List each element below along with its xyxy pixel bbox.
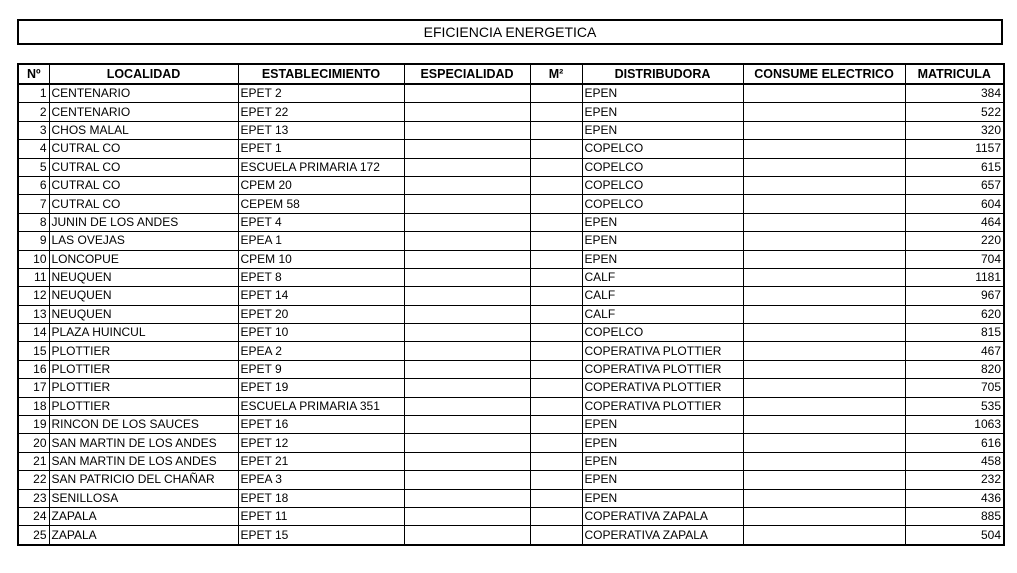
cell-n: 17 xyxy=(18,379,49,397)
cell-consume xyxy=(743,176,905,194)
table-row xyxy=(18,232,1004,250)
cell-especialidad xyxy=(404,140,530,158)
cell-n: 9 xyxy=(18,232,49,250)
cell-m2 xyxy=(530,140,582,158)
cell-especialidad xyxy=(404,195,530,213)
cell-establecimiento: EPET 18 xyxy=(238,489,404,507)
cell-establecimiento: EPET 22 xyxy=(238,103,404,121)
cell-especialidad xyxy=(404,471,530,489)
col-header-distribuidora: DISTRIBUDORA xyxy=(582,64,743,84)
cell-especialidad xyxy=(404,158,530,176)
cell-establecimiento: ESCUELA PRIMARIA 172 xyxy=(238,158,404,176)
cell-consume xyxy=(743,507,905,525)
cell-localidad: PLAZA HUINCUL xyxy=(49,324,238,342)
cell-n: 24 xyxy=(18,507,49,525)
cell-establecimiento: EPET 13 xyxy=(238,121,404,139)
table-row xyxy=(18,489,1004,507)
cell-distribuidora: CALF xyxy=(582,287,743,305)
cell-localidad: PLOTTIER xyxy=(49,342,238,360)
cell-especialidad xyxy=(404,121,530,139)
cell-consume xyxy=(743,471,905,489)
cell-distribuidora: EPEN xyxy=(582,121,743,139)
cell-distribuidora: COPELCO xyxy=(582,195,743,213)
cell-localidad: ZAPALA xyxy=(49,526,238,545)
cell-establecimiento: EPET 14 xyxy=(238,287,404,305)
data-table xyxy=(17,63,1005,546)
cell-n: 14 xyxy=(18,324,49,342)
cell-matricula: 967 xyxy=(905,287,1004,305)
cell-matricula: 522 xyxy=(905,103,1004,121)
cell-m2 xyxy=(530,360,582,378)
cell-especialidad xyxy=(404,324,530,342)
cell-matricula: 458 xyxy=(905,452,1004,470)
cell-matricula: 815 xyxy=(905,324,1004,342)
col-header-especialidad: ESPECIALIDAD xyxy=(404,64,530,84)
cell-especialidad xyxy=(404,176,530,194)
table-row xyxy=(18,213,1004,231)
cell-m2 xyxy=(530,250,582,268)
cell-especialidad xyxy=(404,213,530,231)
cell-distribuidora: EPEN xyxy=(582,489,743,507)
cell-establecimiento: CEPEM 58 xyxy=(238,195,404,213)
cell-distribuidora: EPEN xyxy=(582,250,743,268)
cell-consume xyxy=(743,305,905,323)
cell-localidad: JUNIN DE LOS ANDES xyxy=(49,213,238,231)
cell-m2 xyxy=(530,121,582,139)
cell-distribuidora: COPELCO xyxy=(582,140,743,158)
table-row xyxy=(18,452,1004,470)
cell-distribuidora: COPERATIVA PLOTTIER xyxy=(582,360,743,378)
cell-consume xyxy=(743,324,905,342)
table-row xyxy=(18,84,1004,103)
cell-distribuidora: CALF xyxy=(582,268,743,286)
cell-distribuidora: EPEN xyxy=(582,416,743,434)
col-header-localidad: LOCALIDAD xyxy=(49,64,238,84)
cell-localidad: NEUQUEN xyxy=(49,305,238,323)
cell-consume xyxy=(743,489,905,507)
cell-distribuidora: COPERATIVA ZAPALA xyxy=(582,526,743,545)
table-row xyxy=(18,121,1004,139)
cell-establecimiento: CPEM 10 xyxy=(238,250,404,268)
cell-establecimiento: EPEA 1 xyxy=(238,232,404,250)
cell-distribuidora: CALF xyxy=(582,305,743,323)
cell-n: 7 xyxy=(18,195,49,213)
cell-establecimiento: EPET 19 xyxy=(238,379,404,397)
cell-distribuidora: COPELCO xyxy=(582,176,743,194)
cell-m2 xyxy=(530,489,582,507)
cell-especialidad xyxy=(404,103,530,121)
cell-localidad: CENTENARIO xyxy=(49,84,238,103)
cell-localidad: RINCON DE LOS SAUCES xyxy=(49,416,238,434)
cell-localidad: SAN MARTIN DE LOS ANDES xyxy=(49,452,238,470)
cell-matricula: 620 xyxy=(905,305,1004,323)
col-header-consume: CONSUME ELECTRICO xyxy=(743,64,905,84)
cell-especialidad xyxy=(404,489,530,507)
cell-especialidad xyxy=(404,526,530,545)
cell-m2 xyxy=(530,507,582,525)
cell-matricula: 320 xyxy=(905,121,1004,139)
cell-especialidad xyxy=(404,305,530,323)
cell-consume xyxy=(743,195,905,213)
cell-m2 xyxy=(530,526,582,545)
cell-localidad: LAS OVEJAS xyxy=(49,232,238,250)
cell-localidad: PLOTTIER xyxy=(49,360,238,378)
cell-distribuidora: EPEN xyxy=(582,471,743,489)
cell-localidad: ZAPALA xyxy=(49,507,238,525)
cell-distribuidora: EPEN xyxy=(582,213,743,231)
cell-n: 3 xyxy=(18,121,49,139)
cell-consume xyxy=(743,434,905,452)
cell-n: 22 xyxy=(18,471,49,489)
cell-distribuidora: COPERATIVA PLOTTIER xyxy=(582,397,743,415)
cell-n: 20 xyxy=(18,434,49,452)
header-row xyxy=(18,64,1004,84)
table-row xyxy=(18,416,1004,434)
cell-localidad: LONCOPUE xyxy=(49,250,238,268)
cell-matricula: 220 xyxy=(905,232,1004,250)
cell-especialidad xyxy=(404,84,530,103)
cell-m2 xyxy=(530,158,582,176)
cell-especialidad xyxy=(404,379,530,397)
cell-especialidad xyxy=(404,452,530,470)
cell-matricula: 615 xyxy=(905,158,1004,176)
cell-consume xyxy=(743,103,905,121)
cell-establecimiento: EPET 2 xyxy=(238,84,404,103)
cell-distribuidora: COPERATIVA PLOTTIER xyxy=(582,379,743,397)
cell-n: 10 xyxy=(18,250,49,268)
cell-distribuidora: COPELCO xyxy=(582,324,743,342)
cell-especialidad xyxy=(404,342,530,360)
cell-m2 xyxy=(530,379,582,397)
cell-consume xyxy=(743,360,905,378)
cell-establecimiento: EPET 4 xyxy=(238,213,404,231)
cell-m2 xyxy=(530,305,582,323)
cell-localidad: CENTENARIO xyxy=(49,103,238,121)
cell-m2 xyxy=(530,195,582,213)
cell-distribuidora: COPELCO xyxy=(582,158,743,176)
cell-n: 1 xyxy=(18,84,49,103)
cell-distribuidora: EPEN xyxy=(582,84,743,103)
cell-m2 xyxy=(530,176,582,194)
cell-localidad: CHOS MALAL xyxy=(49,121,238,139)
cell-localidad: SAN MARTIN DE LOS ANDES xyxy=(49,434,238,452)
cell-n: 6 xyxy=(18,176,49,194)
cell-establecimiento: EPET 1 xyxy=(238,140,404,158)
cell-n: 16 xyxy=(18,360,49,378)
col-header-m2: M² xyxy=(530,64,582,84)
cell-n: 8 xyxy=(18,213,49,231)
cell-especialidad xyxy=(404,232,530,250)
table-row xyxy=(18,434,1004,452)
cell-especialidad xyxy=(404,397,530,415)
cell-n: 2 xyxy=(18,103,49,121)
cell-n: 19 xyxy=(18,416,49,434)
cell-n: 23 xyxy=(18,489,49,507)
cell-localidad: PLOTTIER xyxy=(49,379,238,397)
table-row xyxy=(18,268,1004,286)
cell-establecimiento: CPEM 20 xyxy=(238,176,404,194)
cell-especialidad xyxy=(404,416,530,434)
col-header-n: Nº xyxy=(18,64,49,84)
table-body xyxy=(18,84,1004,545)
cell-matricula: 436 xyxy=(905,489,1004,507)
cell-m2 xyxy=(530,232,582,250)
cell-n: 15 xyxy=(18,342,49,360)
cell-consume xyxy=(743,121,905,139)
cell-matricula: 657 xyxy=(905,176,1004,194)
table-row xyxy=(18,140,1004,158)
cell-establecimiento: EPET 9 xyxy=(238,360,404,378)
cell-localidad: SENILLOSA xyxy=(49,489,238,507)
cell-matricula: 704 xyxy=(905,250,1004,268)
cell-consume xyxy=(743,268,905,286)
cell-establecimiento: EPET 10 xyxy=(238,324,404,342)
cell-matricula: 705 xyxy=(905,379,1004,397)
cell-consume xyxy=(743,452,905,470)
cell-localidad: NEUQUEN xyxy=(49,268,238,286)
cell-matricula: 820 xyxy=(905,360,1004,378)
cell-especialidad xyxy=(404,360,530,378)
table-row xyxy=(18,287,1004,305)
cell-distribuidora: COPERATIVA PLOTTIER xyxy=(582,342,743,360)
table-row xyxy=(18,250,1004,268)
cell-matricula: 384 xyxy=(905,84,1004,103)
cell-matricula: 464 xyxy=(905,213,1004,231)
cell-establecimiento: EPEA 3 xyxy=(238,471,404,489)
table-row xyxy=(18,360,1004,378)
cell-consume xyxy=(743,526,905,545)
cell-n: 4 xyxy=(18,140,49,158)
cell-consume xyxy=(743,397,905,415)
cell-matricula: 885 xyxy=(905,507,1004,525)
col-header-establecimiento: ESTABLECIMIENTO xyxy=(238,64,404,84)
cell-distribuidora: EPEN xyxy=(582,434,743,452)
cell-establecimiento: EPEA 2 xyxy=(238,342,404,360)
cell-m2 xyxy=(530,471,582,489)
cell-m2 xyxy=(530,416,582,434)
cell-establecimiento: EPET 20 xyxy=(238,305,404,323)
col-header-matricula: MATRICULA xyxy=(905,64,1004,84)
table-row xyxy=(18,103,1004,121)
table-row xyxy=(18,471,1004,489)
cell-m2 xyxy=(530,342,582,360)
cell-m2 xyxy=(530,287,582,305)
cell-consume xyxy=(743,379,905,397)
cell-n: 11 xyxy=(18,268,49,286)
cell-establecimiento: EPET 16 xyxy=(238,416,404,434)
cell-n: 12 xyxy=(18,287,49,305)
cell-m2 xyxy=(530,103,582,121)
cell-consume xyxy=(743,213,905,231)
cell-consume xyxy=(743,250,905,268)
cell-m2 xyxy=(530,84,582,103)
cell-m2 xyxy=(530,397,582,415)
cell-consume xyxy=(743,140,905,158)
cell-m2 xyxy=(530,268,582,286)
cell-consume xyxy=(743,287,905,305)
cell-distribuidora: EPEN xyxy=(582,232,743,250)
cell-distribuidora: EPEN xyxy=(582,452,743,470)
cell-m2 xyxy=(530,213,582,231)
table-row xyxy=(18,342,1004,360)
cell-consume xyxy=(743,84,905,103)
cell-distribuidora: COPERATIVA ZAPALA xyxy=(582,507,743,525)
cell-matricula: 1157 xyxy=(905,140,1004,158)
cell-matricula: 535 xyxy=(905,397,1004,415)
cell-establecimiento: EPET 8 xyxy=(238,268,404,286)
cell-consume xyxy=(743,342,905,360)
cell-establecimiento: EPET 21 xyxy=(238,452,404,470)
cell-localidad: NEUQUEN xyxy=(49,287,238,305)
table-row xyxy=(18,507,1004,525)
cell-especialidad xyxy=(404,268,530,286)
cell-establecimiento: EPET 12 xyxy=(238,434,404,452)
cell-matricula: 504 xyxy=(905,526,1004,545)
cell-m2 xyxy=(530,434,582,452)
cell-localidad: CUTRAL CO xyxy=(49,176,238,194)
cell-establecimiento: ESCUELA PRIMARIA 351 xyxy=(238,397,404,415)
cell-localidad: CUTRAL CO xyxy=(49,195,238,213)
cell-matricula: 1063 xyxy=(905,416,1004,434)
cell-establecimiento: EPET 11 xyxy=(238,507,404,525)
cell-consume xyxy=(743,416,905,434)
cell-especialidad xyxy=(404,434,530,452)
table-row xyxy=(18,195,1004,213)
table-row xyxy=(18,324,1004,342)
cell-matricula: 1181 xyxy=(905,268,1004,286)
cell-distribuidora: EPEN xyxy=(582,103,743,121)
table-row xyxy=(18,526,1004,545)
table-row xyxy=(18,379,1004,397)
cell-matricula: 467 xyxy=(905,342,1004,360)
cell-especialidad xyxy=(404,250,530,268)
cell-consume xyxy=(743,158,905,176)
cell-especialidad xyxy=(404,507,530,525)
table-row xyxy=(18,305,1004,323)
cell-matricula: 232 xyxy=(905,471,1004,489)
cell-n: 21 xyxy=(18,452,49,470)
cell-especialidad xyxy=(404,287,530,305)
cell-establecimiento: EPET 15 xyxy=(238,526,404,545)
cell-n: 25 xyxy=(18,526,49,545)
sheet-title: EFICIENCIA ENERGETICA xyxy=(17,19,1003,45)
cell-localidad: CUTRAL CO xyxy=(49,158,238,176)
cell-n: 5 xyxy=(18,158,49,176)
cell-matricula: 616 xyxy=(905,434,1004,452)
cell-localidad: CUTRAL CO xyxy=(49,140,238,158)
cell-localidad: PLOTTIER xyxy=(49,397,238,415)
table-row xyxy=(18,176,1004,194)
cell-m2 xyxy=(530,452,582,470)
cell-consume xyxy=(743,232,905,250)
cell-n: 18 xyxy=(18,397,49,415)
cell-localidad: SAN PATRICIO DEL CHAÑAR xyxy=(49,471,238,489)
cell-n: 13 xyxy=(18,305,49,323)
cell-m2 xyxy=(530,324,582,342)
cell-matricula: 604 xyxy=(905,195,1004,213)
table-row xyxy=(18,158,1004,176)
table-row xyxy=(18,397,1004,415)
